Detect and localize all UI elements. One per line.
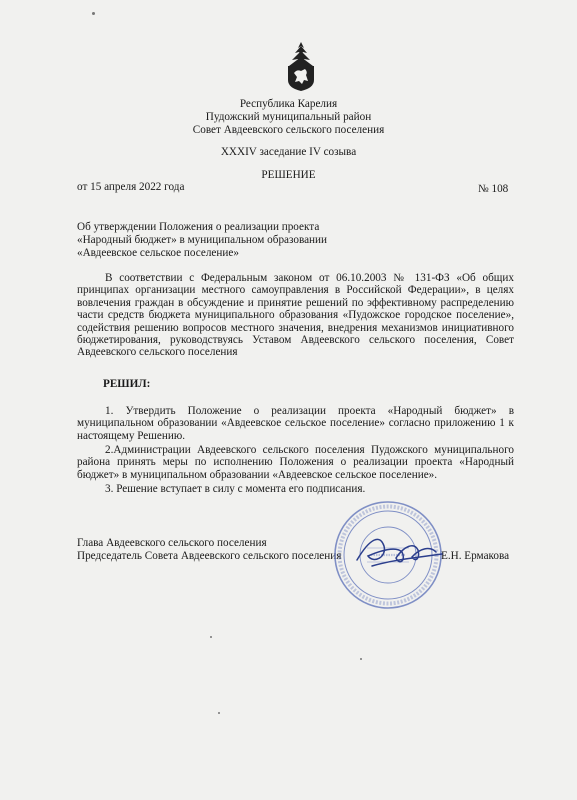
scan-speck — [92, 12, 95, 15]
header-session: XXXIV заседание IV созыва — [220, 146, 357, 158]
intro-paragraph: В соответствии с Федеральным законом от 06.10.2003 № 131-ФЗ «Об общих принципах организации местного самоуправления в Российской Федерации», в целях вовлечения граждан в обсуждение и принятие решений по эффективному распределению части средств бюджета муниципального образования «Пудожское городское поселение», содействия решению вопросов местного значения, внедрения механизмов инициативного бюджетирования, руководствуясь Уставом Авдеевского сельского поселения, Совет Авдеевского сельского поселения — [77, 272, 514, 359]
header-council: Совет Авдеевского сельского поселения — [192, 124, 385, 136]
header-republic: Республика Карелия — [239, 98, 338, 110]
scan-speck — [210, 636, 212, 638]
resolution-item-2: 2.Администрации Авдеевского сельского поселения Пудожского муниципального района принять меры по исполнению Положения о реализации проекта «Народный бюджет» в муниципальном образовании «Авдеевское сельское поселение». — [77, 444, 514, 481]
signatory-name: Е.Н. Ермакова — [441, 550, 510, 562]
handwritten-signature — [352, 530, 452, 572]
subject-line-2: «Народный бюджет» в муниципальном образовании — [77, 234, 328, 246]
subject-line-3: «Авдеевское сельское поселение» — [77, 247, 239, 259]
header-district: Пудожский муниципальный район — [205, 111, 372, 123]
document-date: от 15 апреля 2022 года — [77, 181, 185, 193]
document-number: № 108 — [478, 183, 509, 195]
resolved-heading: РЕШИЛ: — [103, 378, 151, 390]
scan-speck — [218, 712, 220, 714]
subject-line-1: Об утверждении Положения о реализации проекта — [77, 221, 320, 233]
signatory-title-2: Председатель Совета Авдеевского сельского поселения — [77, 550, 342, 562]
resolution-item-3: 3. Решение вступает в силу с момента его подписания. — [105, 483, 366, 495]
document-type-title: РЕШЕНИЕ — [261, 169, 316, 181]
signatory-title-1: Глава Авдеевского сельского поселения — [77, 537, 267, 549]
scan-speck — [360, 658, 362, 660]
resolution-item-1: 1. Утвердить Положение о реализации проекта «Народный бюджет» в муниципальном образовании «Авдеевское сельское поселение» согласно приложению 1 к настоящему Решению. — [77, 405, 514, 442]
karelia-coat-of-arms-icon — [282, 40, 320, 92]
